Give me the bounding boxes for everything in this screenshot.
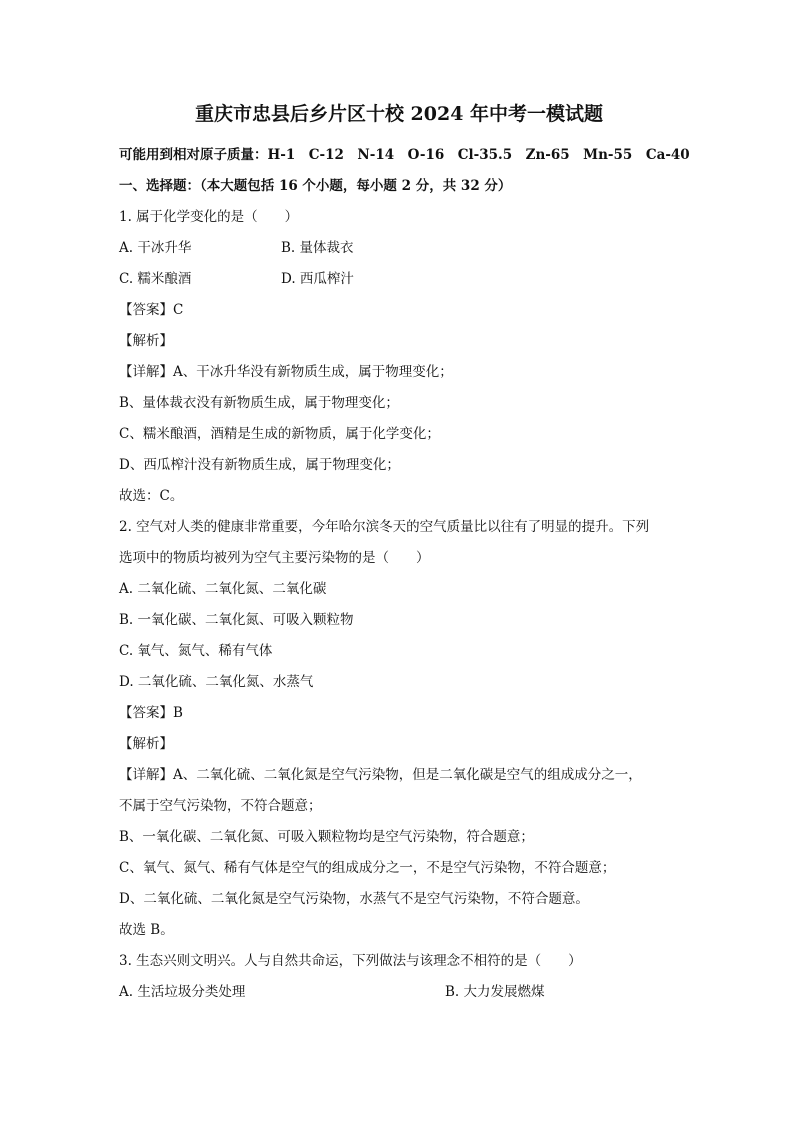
question-1-detail-line: D、西瓜榨汁没有新物质生成，属于物理变化；	[119, 457, 400, 473]
question-2-conclusion: 故选 B。	[119, 922, 174, 938]
question-2-option-d: D. 二氧化硫、二氧化氮、水蒸气	[119, 674, 314, 690]
question-2-detail-line: 不属于空气污染物，不符合题意；	[119, 798, 322, 814]
question-1-detail-line: C、糯米酿酒，酒精是生成的新物质，属于化学变化；	[119, 426, 440, 442]
question-2-detail-line: D、二氧化硫、二氧化氮是空气污染物，水蒸气不是空气污染物，不符合题意。	[119, 891, 589, 907]
question-1-option-b: B. 量体裁衣	[281, 240, 354, 256]
question-1-analysis: 【解析】	[119, 333, 173, 349]
question-1-options-row-2	[119, 264, 679, 295]
question-1-detail-line: B、量体裁衣没有新物质生成，属于物理变化；	[119, 395, 399, 411]
question-2-stem-line: 选项中的物质均被列为空气主要污染物的是（ ）	[119, 550, 430, 566]
question-2-answer: 【答案】B	[119, 705, 183, 721]
question-2-analysis: 【解析】	[119, 736, 173, 752]
question-2-option-a: A. 二氧化硫、二氧化氮、二氧化碳	[119, 581, 327, 597]
question-3-option-a: A. 生活垃圾分类处理	[119, 984, 246, 1000]
question-1-detail-line: 【详解】A、干冰升华没有新物质生成，属于物理变化；	[119, 364, 453, 380]
question-3-stem: 3. 生态兴则文明兴。人与自然共命运，下列做法与该理念不相符的是（ ）	[119, 953, 582, 969]
question-2-option-c: C. 氧气、氮气、稀有气体	[119, 643, 273, 659]
question-1-options-row-1	[119, 233, 679, 264]
question-1-conclusion: 故选：C。	[119, 488, 184, 504]
question-1-stem: 1. 属于化学变化的是（ ）	[119, 209, 299, 225]
section-heading: 一、选择题：（本大题包括 16 个小题，每小题 2 分，共 32 分）	[119, 178, 512, 194]
question-2-detail-line: 【详解】A、二氧化硫、二氧化氮是空气污染物，但是二氧化碳是空气的组成成分之一，	[119, 767, 642, 783]
page-title: 重庆市忠县后乡片区十校 2024 年中考一模试题	[194, 103, 604, 125]
question-2-detail-line: B、一氧化碳、二氧化氮、可吸入颗粒物均是空气污染物，符合题意；	[119, 829, 534, 845]
question-2-stem-line: 2. 空气对人类的健康非常重要，今年哈尔滨冬天的空气质量比以往有了明显的提升。下列	[119, 519, 650, 535]
question-1-option-d: D. 西瓜榨汁	[281, 271, 354, 287]
question-1-option-a: A. 干冰升华	[119, 240, 192, 256]
atomic-mass-line: 可能用到相对原子质量：H-1 C-12 N-14 O-16 Cl-35.5 Zn-65 Mn-55 Ca-40	[119, 147, 690, 163]
document-page	[119, 100, 690, 1008]
question-2-option-b: B. 一氧化碳、二氧化氮、可吸入颗粒物	[119, 612, 354, 628]
question-1-answer: 【答案】C	[119, 302, 184, 318]
question-3-options-row-1	[119, 977, 679, 1008]
question-3-option-b: B. 大力发展燃煤	[445, 984, 545, 1000]
question-1-option-c: C. 糯米酿酒	[119, 271, 192, 287]
question-2-detail-line: C、氧气、氮气、稀有气体是空气的组成成分之一，不是空气污染物，不符合题意；	[119, 860, 616, 876]
